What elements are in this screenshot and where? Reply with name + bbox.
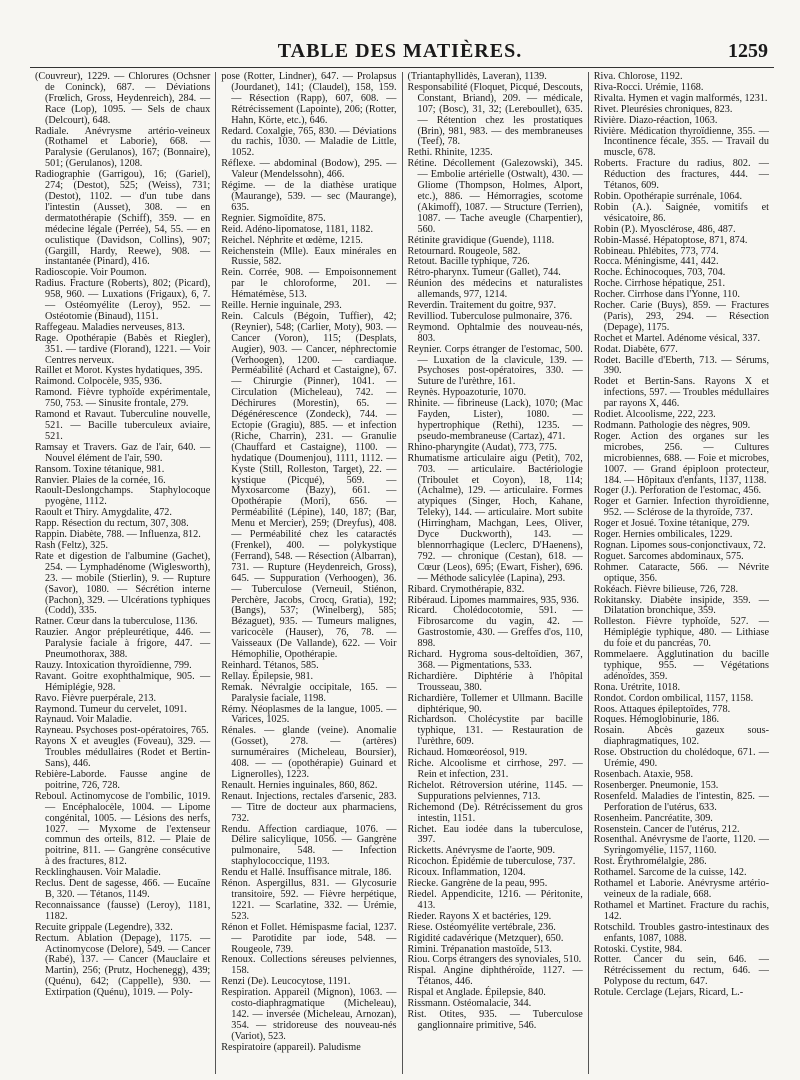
index-entry: Rash (Feltz), 325. — [35, 539, 108, 551]
index-entry: Rondot. Cordon ombilical, 1157, 1158. — [593, 692, 754, 704]
index-entry: Reclus. Dent de sagesse, 466. — Eucaïne B, 320. — Tétanos, 1149. — [35, 878, 211, 900]
index-entry: Revilliod. Tuberculose pulmonaire, 376. — [407, 310, 573, 322]
index-column-4 — [589, 72, 774, 1074]
index-entry: Riedel. Appendicite, 1216. — Péritonite, 413. — [407, 888, 583, 911]
index-entry: Rendu et Hallé. Insuffisance mitrale, 186. — [221, 867, 392, 879]
index-entry: Riese. Ostéomyélite vertébrale, 236. — [407, 921, 556, 933]
index-entry: Respiratoire (appareil). Paludisme — [221, 1041, 361, 1053]
index-entry: Radiale. Anévrysme artério-veineux (Rothamel et Laborie), 668. — Paralysie (Gerulanos), 167; (Bonnaire), 501; (Gerulanos), 1208. — [35, 125, 211, 170]
index-entry: Rocca. Méningisme, 441, 442. — [593, 256, 719, 268]
index-entry: Rodiet. Alcoolisme, 222, 223. — [593, 409, 716, 421]
index-entry: Riva. Chlorose, 1192. — [593, 72, 683, 82]
index-entry: (Triantaphyllidès, Laveran), 1139. — [407, 72, 547, 82]
index-entry: Rokéach. Fièvre bilieuse, 726, 728. — [593, 583, 739, 595]
index-entry: Rosenberger. Pneumonie, 153. — [593, 779, 719, 791]
index-entry: Robin-Massé. Hépatoptose, 871, 874. — [593, 234, 748, 246]
index-entry: Rognan. Lipomes sous-conjonctivaux, 72. — [593, 539, 766, 551]
index-entry: Roche. Échinocoques, 703, 704. — [593, 267, 726, 279]
index-entry: Rivière. Médication thyroïdienne, 355. — Incontinence fécale, 355. — Travail du muscle, 678. — [593, 125, 769, 159]
index-entry: Raoult et Thiry. Amygdalite, 472. — [35, 507, 172, 519]
index-entry: Raffegeau. Maladies nerveuses, 813. — [35, 321, 185, 333]
index-entry: Recklinghausen. Voir Maladie. — [35, 867, 161, 879]
index-entry: Rispal. Angine diphthéroïde, 1127. — Tétanos, 446. — [407, 965, 583, 988]
index-entry: Rohmer. Cataracte, 566. — Névrite optique, 356. — [593, 561, 769, 584]
index-entry: Rétine. Décollement (Galezowski), 345. — Embolie artérielle (Ostwalt), 430. — Gliome (Thompson, Holmes, Alport, etc.), 886. — Hémorragies, scotome (Akimoff), 1087. — Structure (Terrien), 1087. — Tache aveugle (Charpentier), 560. — [407, 158, 583, 235]
index-entry: Ravant. Goitre exophthalmique, 905. — Hémiplégie, 928. — [35, 670, 211, 693]
index-entry: Responsabilité (Floquet, Picqué, Descouts, Constant, Briand), 209. — médicale, 107; (Bosc), 31, 32; (Lereboullet), 635. — Rétention chez les prostatiques (Brin), 981, 983. — des membraneuses (Teef), 78. — [407, 81, 583, 148]
index-entry: Roger (J.). Perforation de l'estomac, 456. — [593, 485, 762, 497]
index-entry: Ribard. Crymothérapie, 832. — [407, 583, 525, 595]
index-entry: Raimond. Colpocèle, 935, 936. — [35, 376, 163, 388]
index-entry: Rebière-Laborde. Fausse angine de poitrine, 726, 728. — [35, 769, 211, 791]
index-entry: Rosenbach. Ataxie, 958. — [593, 769, 694, 780]
index-entry: Riche. Alcoolisme et cirrhose, 297. — Rein et infection, 231. — [407, 758, 583, 780]
index-entry: Radius. Fracture (Roberts), 802; (Picard), 958, 960. — Luxations (Frigaux), 6, 7. — Ostéomyélite (Leroy), 952. — Ostéotomie (Binaud), 1151. — [35, 278, 211, 322]
index-entry: Roger et Josué. Toxine tétanique, 279. — [593, 518, 750, 530]
index-entry: Reichenstein (Mlle). Eaux minérales en Russie, 582. — [221, 245, 397, 268]
index-entry: Richelot. Rétroversion utérine, 1145. — Suppurations pelviennes, 713. — [407, 779, 583, 802]
index-entry: Retout. Bacille typhique, 726. — [407, 256, 530, 268]
index-entry: Rodet et Bertin-Sans. Rayons X et infections, 597. — Troubles médullaires par rayons X, 446. — [593, 376, 769, 410]
index-entry: Ramsay et Travers. Gaz de l'air, 640. — Nouvel élément de l'air, 590. — [35, 441, 211, 464]
index-column-1 — [30, 72, 216, 1074]
index-entry: pose (Rotter, Lindner), 647. — Prolapsus (Jourdanet), 141; (Claudel), 158, 159. — Résection (Rapp), 607, 608. — Rétrécissement (Lapointe), 206; (Rotter, Hahn, Körte, etc.), 646. — [221, 72, 397, 126]
index-entry: Rénon. Aspergillus, 831. — Glycosurie transitoire, 592. — Fièvre herpétique, 1221. — Scarlatine, 332. — Urémie, 523. — [221, 878, 397, 922]
index-entry: Robin. Opothérapie surrénale, 1064. — [593, 190, 742, 202]
index-column-3 — [403, 72, 589, 1074]
index-entry: Rocher. Cirrhose dans l'Yonne, 110. — [593, 289, 740, 301]
index-entry: Rémy. Néoplasmes de la langue, 1005. — Varices, 1025. — [221, 703, 397, 726]
index-entry: Renaut. Injections, rectales d'arsenic, 283. — Titre de docteur aux pharmaciens, 732. — [221, 790, 397, 824]
index-entry: Rellay. Épilepsie, 981. — [221, 670, 314, 682]
index-entry: Rétinite gravidique (Guende), 1118. — [407, 234, 555, 246]
index-entry: Rieder. Rayons X et bactéries, 129. — [407, 910, 552, 922]
index-entry: Rothamel et Laborie. Anévrysme artério-veineux de la radiale, 668. — [593, 878, 769, 900]
index-entry: Rénon et Follet. Hémispasme facial, 1237. — Parotidite par iode, 548. — Rougeole, 739. — [221, 921, 397, 955]
index-entry: Rapp. Résection du rectum, 307, 308. — [35, 518, 189, 530]
index-entry: Rate et digestion de l'albumine (Gachet), 254. — Lymphadénome (Wiglesworth), 23. — mobile (Stierlin), 9. — Rupture (Savor), 1080. — Sécrétion interne (Pachon), 329. — Ulcérations typhiques (Codd), 335. — [35, 550, 211, 617]
index-entry: Rommelaere. Agglutination du bacille typhique, 955. — Végétations adénoïdes, 359. — [593, 649, 769, 682]
index-entry: Rétro-pharynx. Tumeur (Gallet), 744. — [407, 267, 561, 279]
index-entry: Rothamel et Martinet. Fracture du rachis, 142. — [593, 899, 769, 922]
index-entry: Raillet et Morot. Kystes hydatiques, 395. — [35, 365, 203, 377]
page-title: TABLE DES MATIÈRES. — [277, 40, 523, 62]
index-entry: Rivalta. Hymen et vagin malformés, 1231. — [593, 92, 768, 104]
index-entry: Respiration. Appareil (Mignon), 1063. — costo-diaphragmatique (Micheleau), 142. — inversée (Micheleau, Arnozan), 354. — stridoreuse des nouveau-nés (Variot), 523. — [221, 987, 397, 1042]
index-entry: Robineau. Phlébites, 773, 774. — [593, 245, 719, 257]
index-entry: Ransom. Toxine tétanique, 981. — [35, 463, 165, 475]
index-entry: Rodmann. Pathologie des nègres, 909. — [593, 420, 751, 431]
index-entry: Rodet. Bacille d'Eberth, 713. — Sérums, 390. — [593, 354, 769, 377]
index-entry: Rose. Obstruction du cholédoque, 671. — Urémie, 490. — [593, 747, 769, 770]
index-entry: Rosain. Abcès gazeux sous-diaphragmatiques, 102. — [593, 725, 769, 748]
index-entry: Rothamel. Sarcome de la cuisse, 142. — [593, 867, 747, 879]
index-entry: Rist. Otites, 935. — Tuberculose ganglionnaire primitive, 546. — [407, 1008, 583, 1031]
index-entry: Reynès. Hypoazoturie, 1070. — [407, 387, 527, 399]
index-entry: Ranvier. Plaies de la cornée, 16. — [35, 474, 166, 486]
index-entry: Rénales. — glande (veine). Anomalie (Gosset), 278. — (artères) surnuméraires (Micheleau, Boursier), 408. — — (opothérapie) Guinard et Lignerolles), 1223. — [221, 725, 397, 780]
index-entry: Rhinite. — fibrineuse (Lack), 1070; (Mac Fayden, Lister), 1080. — hypertrophique (Rethi), 1235. — pseudo-membraneuse (Cartaz), 471. — [407, 398, 583, 442]
index-entry: Roberts. Fracture du radius, 802. — Réduction des fractures, 444. — Tétanos, 609. — [593, 158, 769, 192]
index-entry: Rokitansky. Diabète insipide, 359. — Dilatation bronchique, 359. — [593, 594, 769, 617]
index-entry: Roguet. Sarcomes abdominaux, 575. — [593, 550, 744, 562]
page-header — [0, 0, 800, 62]
index-entry: Rosenstein. Cancer de l'utérus, 212. — [593, 823, 740, 835]
index-entry: Roques. Hémoglobinurie, 186. — [593, 714, 720, 726]
index-entry: Richet. Eau iodée dans la tuberculose, 397. — [407, 823, 583, 846]
index-entry: Riecke. Gangrène de la peau, 995. — [407, 878, 548, 890]
index-entry: Ricard. Cholédocotomie, 591. — Fibrosarcome du vagin, 42. — Gastrostomie, 430. — Greffes d'os, 110, 898. — [407, 605, 583, 650]
index-entry: Raymond. Tumeur du cervelet, 1091. — [35, 703, 187, 715]
index-entry: Regnier. Sigmoïdite, 875. — [221, 212, 326, 224]
index-entry: Rein. Calculs (Bégoin, Tuffier), 42; (Reynier), 548; (Carlier, Moty), 903. — Cancer (Voron), 115; (Desplats, Augier), 903. — Cancer, néphrectomie (Verhoogen), 1200. — cardiaque. Perméabilité (Achard et Castaigne), 67. — Chirurgie (Pinner), 1041. — Circulation (Micheleau), 742. — Déchirures (Morestin), 65. — Dégénérescence (Zondeck), 744. — Ectopie (Gragiu), 885. — et infection (Riche, Charrin), 231. — Granulie (Chauffard et Castaigne), 1100. — hydatique (Doumenjou), 1111, 1112. — Kyste (Still, Rolleston, Target), 22. — kystique (Picqué), 569. — Myxosarcome (Bazy), 661. — Opothérapie (Mori), 656. — Perméabilité (Lépine), 140, 187; (Bar, Menu et Mercier), 259; (Dreyfus), 408. — Perméabilité chez les cataractés (Frenkel), 400. — polykystique (Ferrand), 548. — Résection (Albarran), 731. — Rupture (Heydenreich, Gross), 645. — Suppuration (Verhoogen), 36. — Tuberculose (Verneuil, Stiénon, Perchère, Jacobs, Crocq, Gratia), 192; (Bangs), 537; (Winelberg), 585; Bézaguet), 935. — Tumeurs malignes, varicocèle (Hauser), 76, 78. — Vaisseaux (De Vallande), 622. — Voir Hémophilie, Opothérapie. — [221, 310, 397, 661]
index-entry: Reinhard. Tétanos, 585. — [221, 659, 319, 671]
index-entry: Roche. Cirrhose hépatique, 251. — [593, 278, 726, 290]
index-entry: Rivet. Pleurésies chroniques, 823. — [593, 103, 733, 115]
index-entry: Rochet et Martel. Adénome vésical, 337. — [593, 332, 761, 344]
index-column-2 — [216, 72, 402, 1074]
index-entry: Rolleston. Fièvre typhoïde, 527. — Hémiplégie typhique, 480. — Lithiase du foie et du pancréas, 70. — [593, 616, 769, 650]
index-entry: Richardière. Diphtérie à l'hôpital Trousseau, 380. — [407, 670, 583, 693]
index-entry: Radioscopie. Voir Poumon. — [35, 267, 147, 279]
index-entry: Renoux. Collections séreuses pelviennes, 158. — [221, 954, 397, 977]
index-entry: Roger. Hernies ombilicales, 1229. — [593, 529, 733, 541]
index-entry: Rhumatisme articulaire aigu (Petit), 702, 703. — articulaire. Bactériologie (Triboulet et Coyon), 18, 114; (Achalme), 129. — articulaire. Formes atypiques (Singer, Hoch, Kahane, Teleky), 144. — articulaire. Mort subite (Hirringham, Machgan, Lees, Oliver, Dyce Duckworth), 143. — blennorrhagique (Leclerc, D'Haenens), 792. — chronique (Cestan), 618. — Cœur (Leos), 695; (Ewart, Fisher), 696. — Méthode salicylée (Lapina), 293. — [407, 452, 583, 584]
index-entry: Ratner. Cœur dans la tuberculose, 1136. — [35, 616, 198, 628]
index-entry: Redard. Coxalgie, 765, 830. — Déviations du rachis, 1030. — Maladie de Little, 1052. — [221, 125, 397, 159]
index-entry: Rivière. Diazo-réaction, 1063. — [593, 114, 718, 126]
index-entry: Rosenfeld. Maladies de l'intestin, 825. — Perforation de l'utérus, 633. — [593, 790, 769, 813]
page-number: 1259 — [728, 40, 768, 62]
index-entry: Riva-Rocci. Urémie, 1168. — [593, 81, 704, 93]
header-rule — [30, 67, 774, 68]
index-entry: Rost. Érythromélalgie, 286. — [593, 856, 707, 868]
index-entry: Ribéraud. Lipomes mammaires, 935, 936. — [407, 594, 579, 606]
index-entry: Reverdin. Traitement du goitre, 937. — [407, 300, 557, 312]
index-entry: Rotschild. Troubles gastro-intestinaux des enfants, 1087, 1088. — [593, 921, 769, 944]
index-entry: Rispal et Anglade. Épilepsie, 840. — [407, 987, 546, 999]
index-entry: Reille. Hernie inguinale, 293. — [221, 300, 342, 312]
index-entry: Rauzy. Intoxication thyroïdienne, 799. — [35, 659, 192, 671]
index-entry: (Couvreur), 1229. — Chlorures (Ochsner de Coninck), 687. — Déviations (Frœlich, Gross, Heydenreich), 284. — Race (Lop), 1095. — Sels de chaux (Delcourt), 648. — [35, 72, 211, 126]
index-entry: Recuite grippale (Legendre), 332. — [35, 921, 173, 933]
index-entry: Richard. Hygroma sous-deltoïdien, 367, 368. — Pigmentations, 533. — [407, 649, 583, 671]
index-entry: Rauzier. Angor prépleurétique, 446. — Paralysie faciale à frigore, 447. — Pneumothorax, 388. — [35, 627, 211, 661]
index-entry: Rayons X et aveugles (Foveau), 329. — Troubles médullaires (Rodet et Bertin-Sans), 446. — [35, 736, 211, 770]
index-entry: Ravo. Fièvre puerpérale, 213. — [35, 692, 157, 704]
index-entry: Rocher. Carie (Buys), 859. — Fractures (Paris), 293, 294. — Résection (Depage), 1175. — [593, 300, 769, 333]
index-entry: Renzi (De). Leucocytose, 1191. — [221, 976, 351, 988]
index-entry: Rein. Corrée, 908. — Empoisonnement par le chloroforme, 201. — Hématémèse, 513. — [221, 267, 397, 301]
index-entry: Rimini. Trépanation mastoïde, 513. — [407, 943, 552, 955]
index-entry: Ramond. Fièvre typhoïde expérimentale, 750, 753. — Sinusite frontale, 279. — [35, 387, 211, 410]
index-entry: Robin (P.). Myosclérose, 486, 487. — [593, 223, 736, 235]
index-entry: Remak. Névralgie occipitale, 165. — Paralysie faciale, 1198. — [221, 681, 397, 704]
index-entry: Rodat. Diabète, 677. — [593, 343, 678, 355]
index-entry: Rosenheim. Pancréatite, 309. — [593, 812, 713, 824]
index-entry: Roger. Action des organes sur les microbes, 256. — Cultures microbiennes, 688. — Foie et microbes, 1007. — Grand épiploon protecteur, 184. — Hôpitaux d'enfants, 1137, 1138. — [593, 430, 769, 486]
index-entry: Raoult-Deslongchamps. Staphylocoque pyogène, 1112. — [35, 485, 211, 508]
index-entry: Rage. Opothérapie (Babès et Riegler), 351. — tardive (Florand), 1221. — Voir Centres nerveux. — [35, 332, 211, 366]
index-entry: Raynaud. Voir Maladie. — [35, 714, 132, 726]
index-entry: Reichel. Néphrite et œdème, 1215. — [221, 234, 363, 246]
index-entry: Richaud. Homœoréosol, 919. — [407, 747, 528, 759]
index-entry: Rotoski. Cystite, 984. — [593, 943, 683, 955]
index-entry: Rayneau. Psychoses post-opératoires, 765. — [35, 725, 209, 737]
index-entry: Ricketts. Anévrysme de l'aorte, 909. — [407, 845, 556, 857]
index-entry: Robin (A.). Saignée, vomitifs et vésicatoire, 86. — [593, 201, 769, 224]
index-entry: Reid. Adéno-lipomatose, 1181, 1182. — [221, 223, 374, 235]
index-entry: Rethi. Rhinite, 1235. — [407, 147, 493, 159]
index-entry: Retournard. Rougeole, 582. — [407, 245, 521, 257]
index-entry: Ramond et Ravaut. Tuberculine nouvelle, 521. — Bacille tuberculeux aviaire, 521. — [35, 409, 211, 442]
index-entry: Reconnaissance (fausse) (Leroy), 1181, 1182. — [35, 899, 211, 922]
index-entry: Rigidité cadavérique (Metzquer), 650. — [407, 932, 564, 944]
index-columns — [30, 72, 774, 1074]
index-entry: Ricochon. Épidémie de tuberculose, 737. — [407, 856, 576, 868]
index-entry: Riou. Corps étrangers des synoviales, 510. — [407, 954, 582, 966]
index-entry: Réunion des médecins et naturalistes allemands, 977, 1214. — [407, 278, 583, 301]
index-entry: Richardière, Tollemer et Ullmann. Bacille diphtérique, 90. — [407, 692, 583, 715]
index-entry: Rosenthal. Anévrysme de l'aorte, 1120. — Syringomyélie, 1157, 1160. — [593, 834, 769, 857]
index-entry: Richemond (De). Rétrécissement du gros intestin, 1151. — [407, 801, 583, 824]
index-entry: Reynier. Corps étranger de l'estomac, 500. — Luxation de la clavicule, 139. — Psychoses post-opératoires, 330. — Suture de l'urèthre, 161. — [407, 343, 583, 388]
index-entry: Rona. Urétrite, 1018. — [593, 681, 681, 693]
index-entry: Rendu. Affection cardiaque, 1076. — Délire salicylique, 1056. — Gangrène pulmonaire, 548. — Infection staphylococcique, 1193. — [221, 823, 397, 868]
index-entry: Rotule. Cerclage (Lejars, Ricard, L.- — [593, 987, 744, 999]
index-entry: Rappin. Diabète, 788. — Influenza, 812. — [35, 529, 201, 541]
index-entry: Reboul. Actinomycose de l'ombilic, 1019. — Encéphalocèle, 1004. — Lipome congénital, 1005. — Lésions des nerfs, 1027. — Myxome de l'extenseur commun des orteils, 812. — Plaie de poitrine, 811. — Gangrène consécutive à des fractures, 812. — [35, 790, 211, 868]
index-entry: Ricoux. Inflammation, 1204. — [407, 867, 526, 879]
index-entry: Réflexe. — abdominal (Bodow), 295. — Valeur (Mendelssohn), 466. — [221, 158, 397, 181]
index-entry: Reymond. Ophtalmie des nouveau-nés, 803. — [407, 321, 583, 344]
index-entry: Renault. Hernies inguinales, 860, 862. — [221, 779, 378, 791]
index-entry: Roos. Attaques épileptoïdes, 778. — [593, 703, 731, 715]
index-entry: Radiographie (Garrigou), 16; (Gariel), 274; (Destot), 525; (Weiss), 731; (Destot), 1102. — d'un tube dans l'intestin (Ausset), 308. — en dermatothérapie (Schiff), 359. — en médecine légale (Perrée), 54, 55. — en oculistique (Davidson, Collins), 907; (Gargill, Hardy, Reewe), 908. — instantanée (Pinard), 416. — [35, 169, 211, 268]
index-entry: Régime. — de la diathèse uratique (Maurange), 539. — sec (Maurange), 635. — [221, 180, 397, 213]
index-entry: Roger et Garnier. Infection thyroïdienne, 952. — Sclérose de la thyroïde, 737. — [593, 496, 769, 519]
index-entry: Richardson. Cholécystite par bacille typhique, 131. — Restauration de l'urèthre, 609. — [407, 714, 583, 748]
index-entry: Rotter. Cancer du sein, 646. — Rétrécissement du rectum, 646. — Polypose du rectum, 647. — [593, 954, 769, 988]
index-entry: Rissmann. Ostéomalacie, 344. — [407, 998, 532, 1010]
index-entry: Rhino-pharyngite (Audat), 773, 775. — [407, 441, 557, 453]
index-entry: Rectum. Ablation (Depage), 1175. — Actinomycose (Delore), 549. — Cancer (Rabé), 137. — Cancer (Mauclaire et Martin), 256; (Prutz, Hochenegg), 439; (Quénu), 642; (Cappelle), 930. — Extirpation (Quénu), 1019. — Poly- — [35, 932, 211, 999]
